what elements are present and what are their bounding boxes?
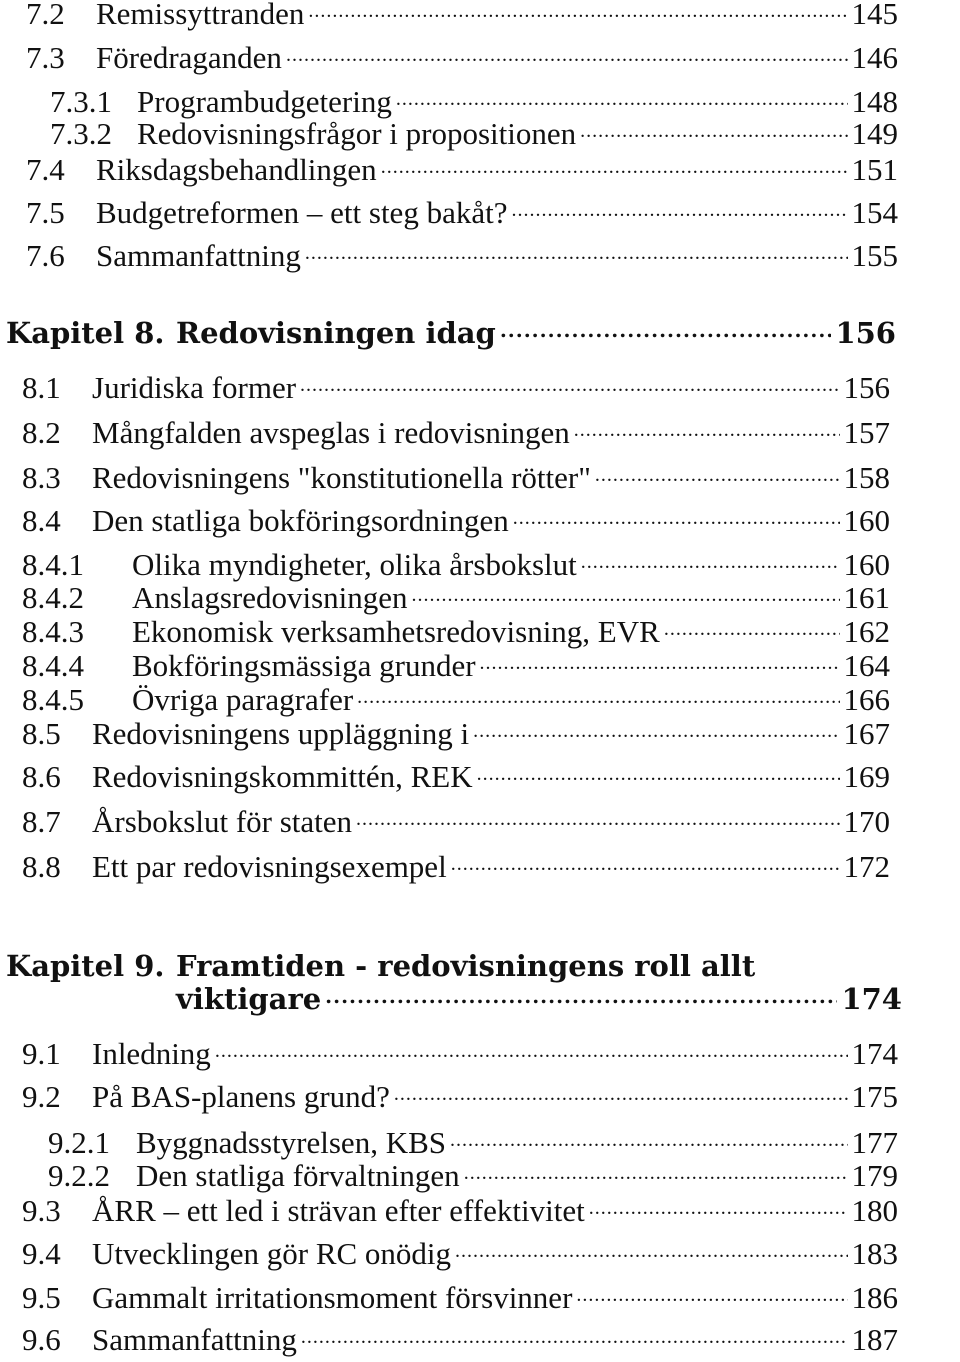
entry-title: Årsbokslut för staten xyxy=(92,804,353,839)
dot-leader xyxy=(473,724,839,744)
chapter-page: 156 xyxy=(835,316,896,350)
entry-title: Juridiska former xyxy=(92,370,297,405)
entry-number: 7.5 xyxy=(26,195,65,230)
chapter-heading xyxy=(6,315,896,351)
dot-leader xyxy=(308,4,847,24)
chapter-title: Redovisningen idag xyxy=(176,316,496,350)
dot-leader xyxy=(215,1044,848,1064)
entry-title: Byggnadsstyrelsen, KBS xyxy=(136,1125,446,1160)
toc-entry xyxy=(22,759,890,795)
entry-title: Mångfalden avspeglas i redovisningen xyxy=(92,415,570,450)
entry-title: Olika myndigheter, olika årsbokslut xyxy=(132,547,577,582)
toc-entry xyxy=(22,614,890,650)
entry-number: 9.2.2 xyxy=(48,1158,110,1193)
entry-title: Riksdagsbehandlingen xyxy=(96,152,377,187)
entry-page: 157 xyxy=(843,415,890,450)
entry-page: 172 xyxy=(843,849,890,884)
entry-number: 8.4.4 xyxy=(22,648,84,683)
entry-number: 9.4 xyxy=(22,1236,61,1271)
toc-entry xyxy=(22,804,890,840)
entry-number: 8.7 xyxy=(22,804,61,839)
entry-number: 7.4 xyxy=(26,152,65,187)
dot-leader xyxy=(451,857,840,877)
toc-entry xyxy=(26,40,898,76)
toc-entry xyxy=(22,1322,898,1358)
entry-title: På BAS-planens grund? xyxy=(92,1079,390,1114)
entry-number: 8.2 xyxy=(22,415,61,450)
dot-leader xyxy=(511,203,847,223)
entry-number: 7.2 xyxy=(26,0,65,31)
dot-leader xyxy=(381,160,848,180)
dot-leader xyxy=(305,246,848,266)
entry-title: Anslagsredovisningen xyxy=(132,580,408,615)
entry-title: Den statliga förvaltningen xyxy=(136,1158,460,1193)
dot-leader xyxy=(450,1133,848,1153)
dot-leader xyxy=(300,378,839,398)
toc-entry xyxy=(22,716,890,752)
entry-page: 162 xyxy=(843,614,890,649)
entry-number: 9.5 xyxy=(22,1280,61,1315)
entry-title: ÅRR – ett led i strävan efter effektivitet xyxy=(92,1193,585,1228)
entry-number: 9.1 xyxy=(22,1036,61,1071)
toc-entry xyxy=(22,1236,898,1272)
dot-leader xyxy=(500,323,832,343)
entry-page: 155 xyxy=(851,238,898,273)
toc-entry xyxy=(22,849,890,885)
toc-entry xyxy=(22,503,890,539)
entry-number: 8.1 xyxy=(22,370,61,405)
toc-entry xyxy=(22,1193,898,1229)
entry-title: Redovisningskommittén, REK xyxy=(92,759,473,794)
entry-page: 169 xyxy=(843,759,890,794)
dot-leader xyxy=(356,812,839,832)
entry-title: Gammalt irritationsmoment försvinner xyxy=(92,1280,573,1315)
entry-number: 7.3.1 xyxy=(50,84,112,119)
toc-entry xyxy=(22,547,890,583)
entry-page: 170 xyxy=(843,804,890,839)
chapter-title: viktigare xyxy=(176,982,322,1016)
dot-leader xyxy=(301,1330,848,1350)
toc-entry xyxy=(50,84,898,120)
entry-number: 7.3 xyxy=(26,40,65,75)
entry-page: 145 xyxy=(851,0,898,31)
entry-title: Övriga paragrafer xyxy=(132,682,354,717)
entry-number: 8.6 xyxy=(22,759,61,794)
entry-page: 186 xyxy=(851,1280,898,1315)
entry-title: Budgetreformen – ett steg bakåt? xyxy=(96,195,508,230)
entry-number: 7.3.2 xyxy=(50,116,112,151)
chapter-title: Framtiden - redovisningens roll allt xyxy=(176,949,756,983)
dot-leader xyxy=(664,622,840,642)
toc-entry xyxy=(22,580,890,616)
entry-number: 8.4.1 xyxy=(22,547,84,582)
toc-entry xyxy=(48,1158,898,1194)
entry-page: 160 xyxy=(843,547,890,582)
entry-title: Ekonomisk verksamhetsredovisning, EVR xyxy=(132,614,660,649)
entry-title: Redovisningens uppläggning i xyxy=(92,716,470,751)
dot-leader xyxy=(357,690,839,710)
toc-entry xyxy=(22,415,890,451)
chapter-page: 174 xyxy=(841,982,902,1016)
entry-page: 158 xyxy=(843,460,890,495)
entry-title: Sammanfattning xyxy=(92,1322,297,1357)
entry-title: Föredraganden xyxy=(96,40,282,75)
entry-number: 9.3 xyxy=(22,1193,61,1228)
entry-page: 174 xyxy=(851,1036,898,1071)
toc-entry xyxy=(26,152,898,188)
dot-leader xyxy=(396,92,848,112)
toc-entry xyxy=(26,238,898,274)
dot-leader xyxy=(574,423,840,443)
entry-page: 177 xyxy=(851,1125,898,1160)
chapter-number: Kapitel 8. xyxy=(6,316,165,350)
entry-number: 8.4 xyxy=(22,503,61,538)
entry-page: 161 xyxy=(843,580,890,615)
dot-leader xyxy=(286,48,848,68)
toc-entry xyxy=(50,116,898,152)
dot-leader xyxy=(394,1087,848,1107)
dot-leader xyxy=(480,656,840,676)
entry-number: 8.4.5 xyxy=(22,682,84,717)
entry-title: Sammanfattning xyxy=(96,238,301,273)
entry-title: Bokföringsmässiga grunder xyxy=(132,648,476,683)
toc-entry xyxy=(22,370,890,406)
dot-leader xyxy=(477,767,840,787)
entry-page: 146 xyxy=(851,40,898,75)
entry-number: 9.2 xyxy=(22,1079,61,1114)
toc-entry xyxy=(22,1079,898,1115)
entry-page: 151 xyxy=(851,152,898,187)
entry-title: Remissyttranden xyxy=(96,0,305,31)
entry-page: 179 xyxy=(851,1158,898,1193)
chapter-heading-continued xyxy=(176,981,902,1017)
dot-leader xyxy=(325,989,837,1009)
entry-title: Redovisningsfrågor i propositionen xyxy=(137,116,577,151)
entry-page: 156 xyxy=(843,370,890,405)
entry-page: 183 xyxy=(851,1236,898,1271)
chapter-number: Kapitel 9. xyxy=(6,949,165,983)
entry-number: 8.3 xyxy=(22,460,61,495)
dot-leader xyxy=(455,1244,847,1264)
dot-leader xyxy=(589,1201,848,1221)
entry-number: 7.6 xyxy=(26,238,65,273)
toc-entry xyxy=(22,648,890,684)
dot-leader xyxy=(412,588,840,608)
dot-leader xyxy=(576,1288,847,1308)
dot-leader xyxy=(580,124,847,144)
entry-number: 9.2.1 xyxy=(48,1125,110,1160)
entry-number: 9.6 xyxy=(22,1322,61,1357)
toc-entry xyxy=(22,1280,898,1316)
entry-title: Den statliga bokföringsordningen xyxy=(92,503,509,538)
entry-page: 164 xyxy=(843,648,890,683)
entry-page: 187 xyxy=(851,1322,898,1357)
entry-number: 8.4.2 xyxy=(22,580,84,615)
entry-page: 166 xyxy=(843,682,890,717)
entry-page: 167 xyxy=(843,716,890,751)
entry-number: 8.8 xyxy=(22,849,61,884)
toc-entry xyxy=(22,1036,898,1072)
toc-entry xyxy=(22,460,890,496)
chapter-heading xyxy=(6,948,896,984)
entry-page: 154 xyxy=(851,195,898,230)
entry-number: 8.5 xyxy=(22,716,61,751)
entry-title: Redovisningens "konstitutionella rötter" xyxy=(92,460,591,495)
toc-entry xyxy=(22,682,890,718)
entry-page: 148 xyxy=(851,84,898,119)
dot-leader xyxy=(513,511,840,531)
toc-entry xyxy=(26,195,898,231)
dot-leader xyxy=(581,555,840,575)
entry-page: 175 xyxy=(851,1079,898,1114)
entry-title: Inledning xyxy=(92,1036,211,1071)
entry-title: Programbudgetering xyxy=(137,84,392,119)
entry-page: 149 xyxy=(851,116,898,151)
dot-leader xyxy=(595,468,840,488)
toc-entry xyxy=(26,0,898,32)
entry-title: Utvecklingen gör RC onödig xyxy=(92,1236,452,1271)
entry-page: 160 xyxy=(843,503,890,538)
entry-number: 8.4.3 xyxy=(22,614,84,649)
entry-title: Ett par redovisningsexempel xyxy=(92,849,447,884)
toc-entry xyxy=(48,1125,898,1161)
entry-page: 180 xyxy=(851,1193,898,1228)
dot-leader xyxy=(464,1166,848,1186)
